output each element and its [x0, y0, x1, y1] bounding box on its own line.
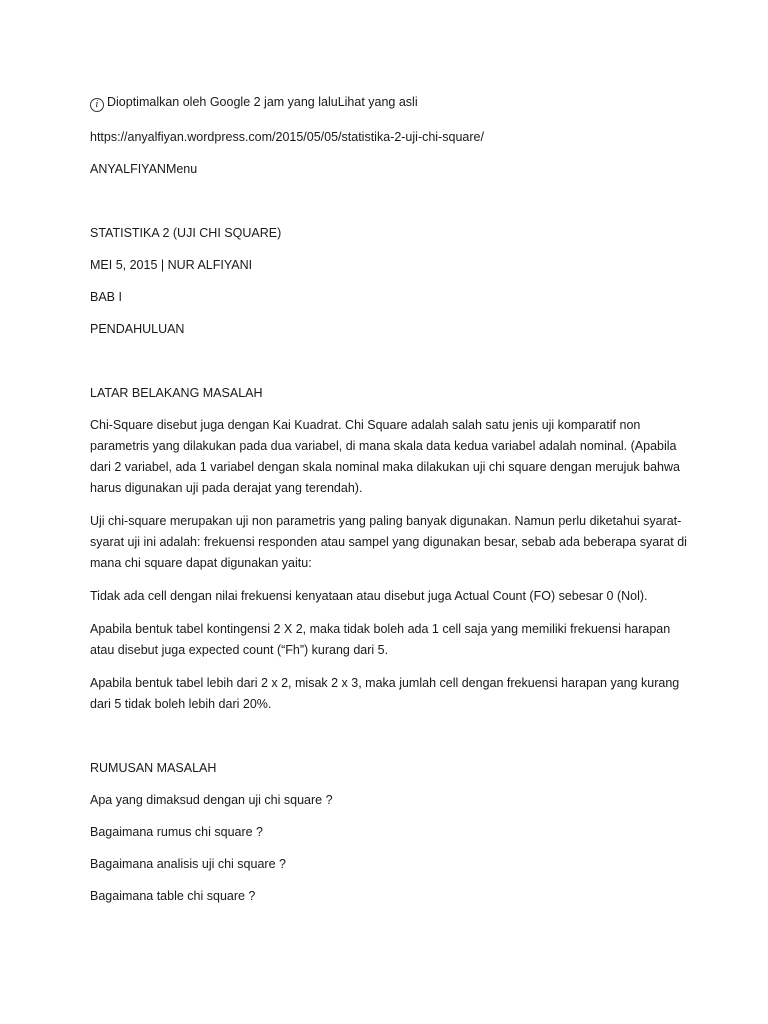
- question-item: Bagaimana analisis uji chi square ?: [90, 857, 286, 871]
- document-content: [90, 92, 690, 918]
- chapter-label: BAB I: [90, 290, 122, 304]
- paragraph: Tidak ada cell dengan nilai frekuensi kenyataan atau disebut juga Actual Count (FO) sebesar 0 (Nol).: [90, 589, 648, 603]
- cache-notice-text[interactable]: Dioptimalkan oleh Google 2 jam yang laluLihat yang asli: [107, 95, 418, 109]
- paragraph: Apabila bentuk tabel lebih dari 2 x 2, misak 2 x 3, maka jumlah cell dengan frekuensi harapan yang kurang dari 5 tidak boleh lebih dari 20%.: [90, 676, 680, 711]
- question-item: Bagaimana table chi square ?: [90, 889, 256, 903]
- section-heading-problem: RUMUSAN MASALAH: [90, 761, 217, 775]
- section-heading-background: LATAR BELAKANG MASALAH: [90, 386, 263, 400]
- paragraph: Chi-Square disebut juga dengan Kai Kuadrat. Chi Square adalah salah satu jenis uji komparatif non parametris yang dilakukan pada dua variabel, di mana skala data kedua variabel adalah nominal. (Apabila dari 2 variabel, ada 1 variabel dengan skala nominal maka dilakukan uji chi square dengan merujuk bahwa harus digunakan uji pada derajat yang terendah).: [90, 418, 680, 495]
- question-item: Apa yang dimaksud dengan uji chi square ?: [90, 793, 333, 807]
- info-icon: i: [90, 98, 104, 112]
- source-url[interactable]: https://anyalfiyan.wordpress.com/2015/05/05/statistika-2-uji-chi-square/: [90, 130, 484, 144]
- site-name[interactable]: ANYALFIYANMenu: [90, 162, 198, 176]
- cache-notice: [90, 92, 690, 113]
- paragraph: Apabila bentuk tabel kontingensi 2 X 2, maka tidak boleh ada 1 cell saja yang memiliki frekuensi harapan atau disebut juga expected count (“Fh”) kurang dari 5.: [90, 622, 671, 657]
- chapter-title: PENDAHULUAN: [90, 322, 185, 336]
- paragraph: Uji chi-square merupakan uji non parametris yang paling banyak digunakan. Namun perlu diketahui syarat-syarat uji ini adalah: frekuensi responden atau sampel yang digunakan besar, sebab ada beberapa syarat di mana chi square dapat digunakan yaitu:: [90, 514, 687, 570]
- article-title: STATISTIKA 2 (UJI CHI SQUARE): [90, 226, 282, 240]
- article-meta: MEI 5, 2015 | NUR ALFIYANI: [90, 258, 253, 272]
- question-item: Bagaimana rumus chi square ?: [90, 825, 264, 839]
